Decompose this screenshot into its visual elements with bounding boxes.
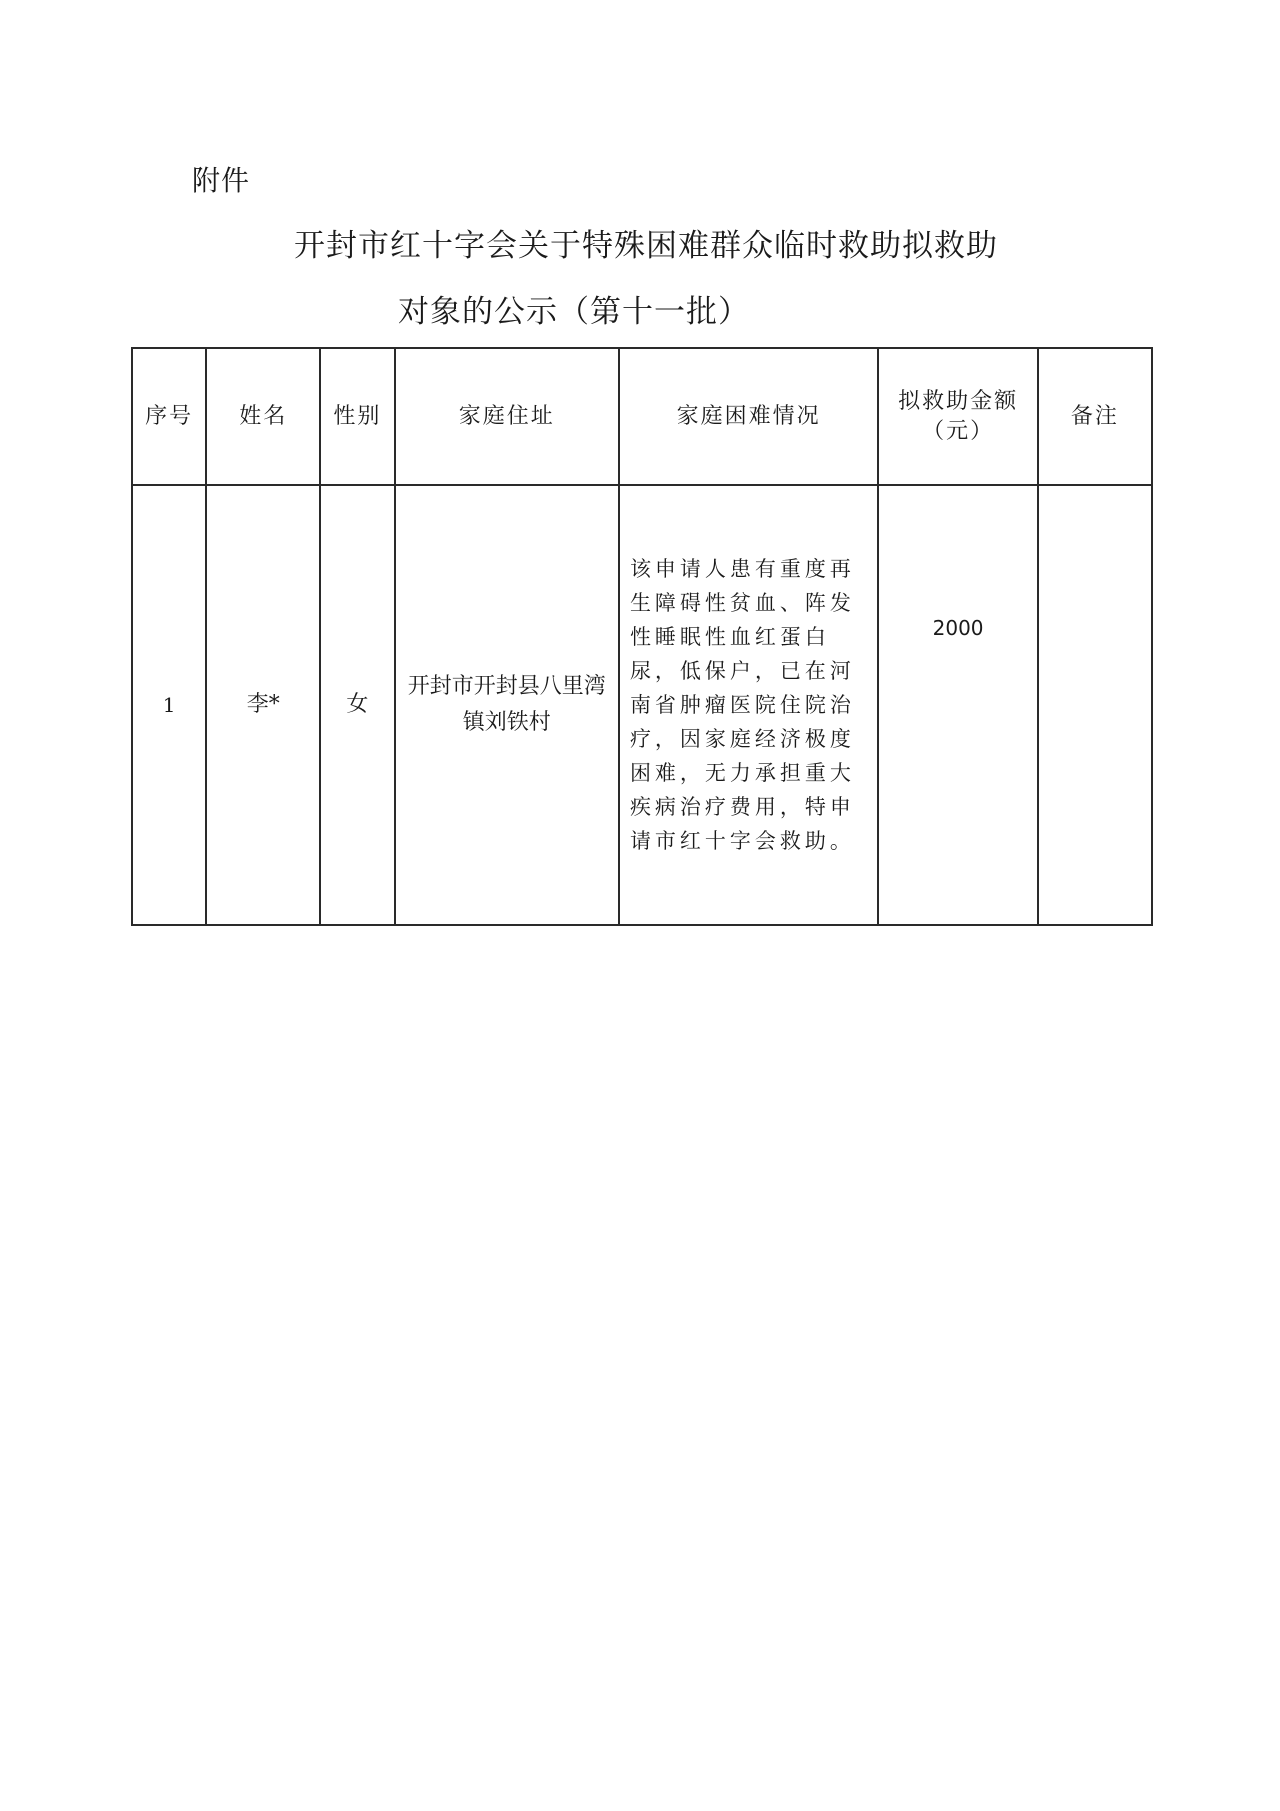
header-note: 备注 — [1038, 348, 1152, 485]
header-name: 姓名 — [206, 348, 320, 485]
header-amount — [878, 348, 1037, 485]
cell-amount: 2000 — [878, 485, 1037, 925]
header-address: 家庭住址 — [395, 348, 619, 485]
attachment-label: 附件 — [192, 164, 251, 197]
header-seq: 序号 — [132, 348, 206, 485]
cell-seq: 1 — [132, 485, 206, 925]
cell-gender: 女 — [320, 485, 394, 925]
header-gender: 性别 — [320, 348, 394, 485]
cell-note — [1038, 485, 1152, 925]
header-amount-label: 拟救助金额 — [898, 388, 1019, 414]
cell-name: 李* — [206, 485, 320, 925]
header-amount-unit: （元） — [922, 418, 995, 444]
table-row — [132, 485, 1152, 925]
document-title-line-2: 对象的公示（第十一批） — [398, 294, 750, 330]
document-title-line-1: 开封市红十字会关于特殊困难群众临时救助拟救助 — [294, 228, 998, 264]
table-header-row — [132, 348, 1152, 485]
aid-recipient-table — [131, 347, 1153, 926]
cell-address: 开封市开封县八里湾镇刘铁村 — [395, 485, 619, 925]
header-difficulty: 家庭困难情况 — [619, 348, 879, 485]
cell-difficulty: 该申请人患有重度再生障碍性贫血、阵发性睡眠性血红蛋白尿，低保户，已在河南省肿瘤医院住院治疗，因家庭经济极度困难，无力承担重大疾病治疗费用，特申请市红十字会救助。 — [619, 485, 879, 925]
